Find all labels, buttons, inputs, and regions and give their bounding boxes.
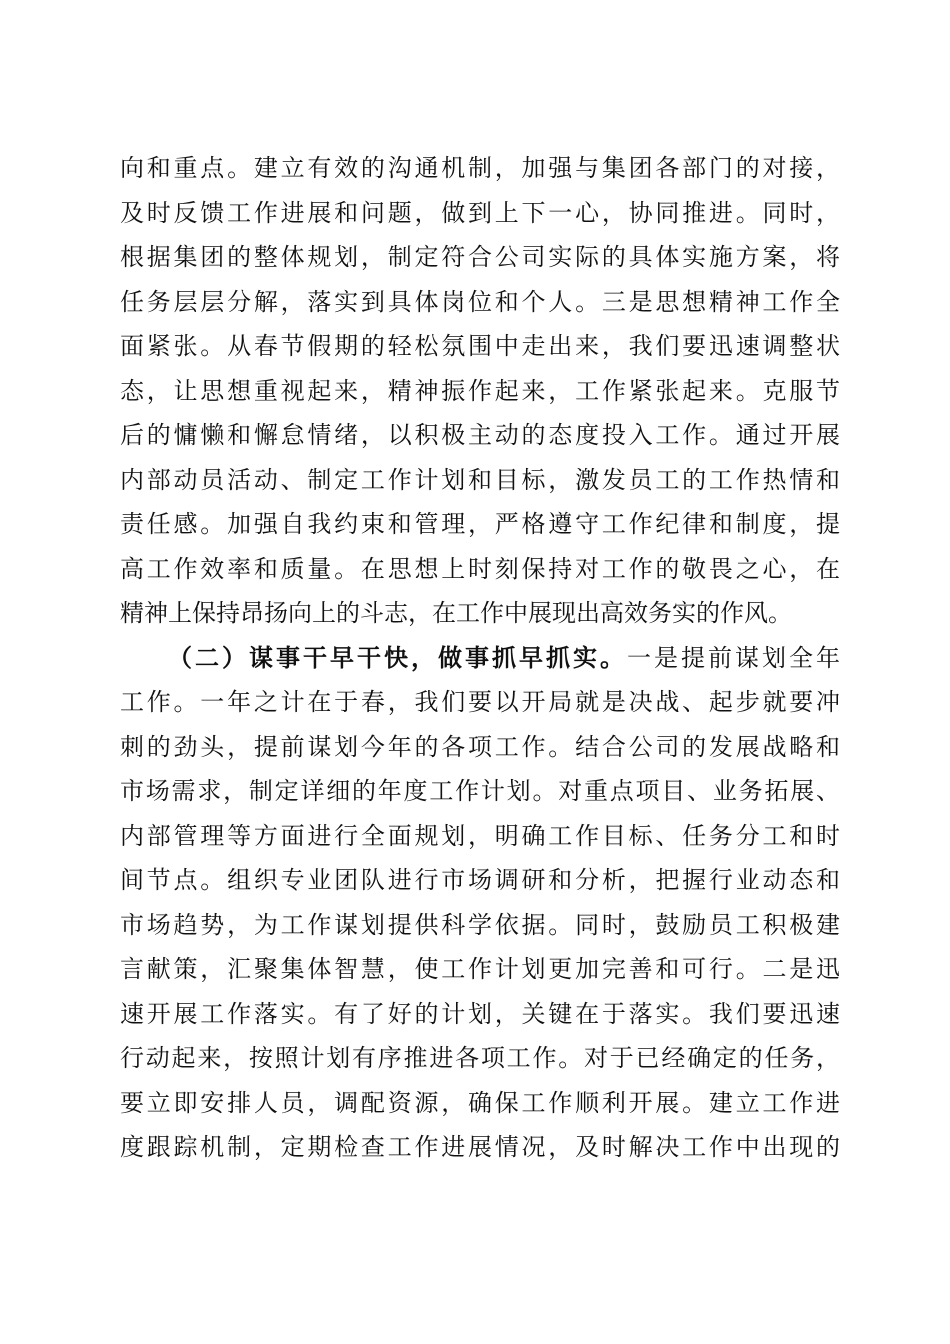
text-line: 市场趋势，为工作谋划提供科学依据。同时，鼓励员工积极建	[120, 910, 840, 939]
text-line: 度跟踪机制，定期检查工作进展情况，及时解决工作中出现的	[120, 1133, 840, 1161]
text-line: 任务层层分解，落实到具体岗位和个人。三是思想精神工作全	[120, 287, 840, 316]
section-first-line-text: 一是提前谋划全年	[627, 643, 840, 672]
text-line: 向和重点。建立有效的沟通机制，加强与集团各部门的对接，	[120, 154, 840, 182]
text-line: 高工作效率和质量。在思想上时刻保持对工作的敬畏之心，在	[120, 554, 840, 583]
text-line: 精神上保持昂扬向上的斗志，在工作中展现出高效务实的作风。	[120, 599, 792, 627]
text-line: 内部动员活动、制定工作计划和目标，激发员工的工作热情和	[120, 465, 840, 494]
text-line: 要立即安排人员，调配资源，确保工作顺利开展。建立工作进	[120, 1088, 840, 1117]
text-line: 言献策，汇聚集体智慧，使工作计划更加完善和可行。二是迅	[120, 955, 840, 983]
section-first-line	[120, 636, 840, 681]
text-line: 后的慵懒和懈怠情绪，以积极主动的态度投入工作。通过开展	[120, 421, 840, 449]
section-heading: （二）谋事干早干快，做事抓早抓实。	[168, 642, 627, 672]
text-line: 及时反馈工作进展和问题，做到上下一心，协同推进。同时，	[120, 198, 840, 227]
text-line: 责任感。加强自我约束和管理，严格遵守工作纪律和制度，提	[120, 510, 840, 538]
text-line: 速开展工作落实。有了好的计划，关键在于落实。我们要迅速	[120, 999, 840, 1028]
text-line: 行动起来，按照计划有序推进各项工作。对于已经确定的任务，	[120, 1044, 840, 1072]
text-line: 面紧张。从春节假期的轻松氛围中走出来，我们要迅速调整状	[120, 332, 840, 360]
text-line: 间节点。组织专业团队进行市场调研和分析，把握行业动态和	[120, 866, 840, 894]
text-line: 工作。一年之计在于春，我们要以开局就是决战、起步就要冲	[120, 688, 840, 716]
text-line: 态，让思想重视起来，精神振作起来，工作紧张起来。克服节	[120, 376, 840, 405]
text-line: 市场需求，制定详细的年度工作计划。对重点项目、业务拓展、	[120, 777, 840, 805]
body-text	[120, 146, 840, 1170]
text-line: 内部管理等方面进行全面规划，明确工作目标、任务分工和时	[120, 821, 840, 850]
text-line: 刺的劲头，提前谋划今年的各项工作。结合公司的发展战略和	[120, 732, 840, 761]
text-line: 根据集团的整体规划，制定符合公司实际的具体实施方案，将	[120, 243, 840, 271]
